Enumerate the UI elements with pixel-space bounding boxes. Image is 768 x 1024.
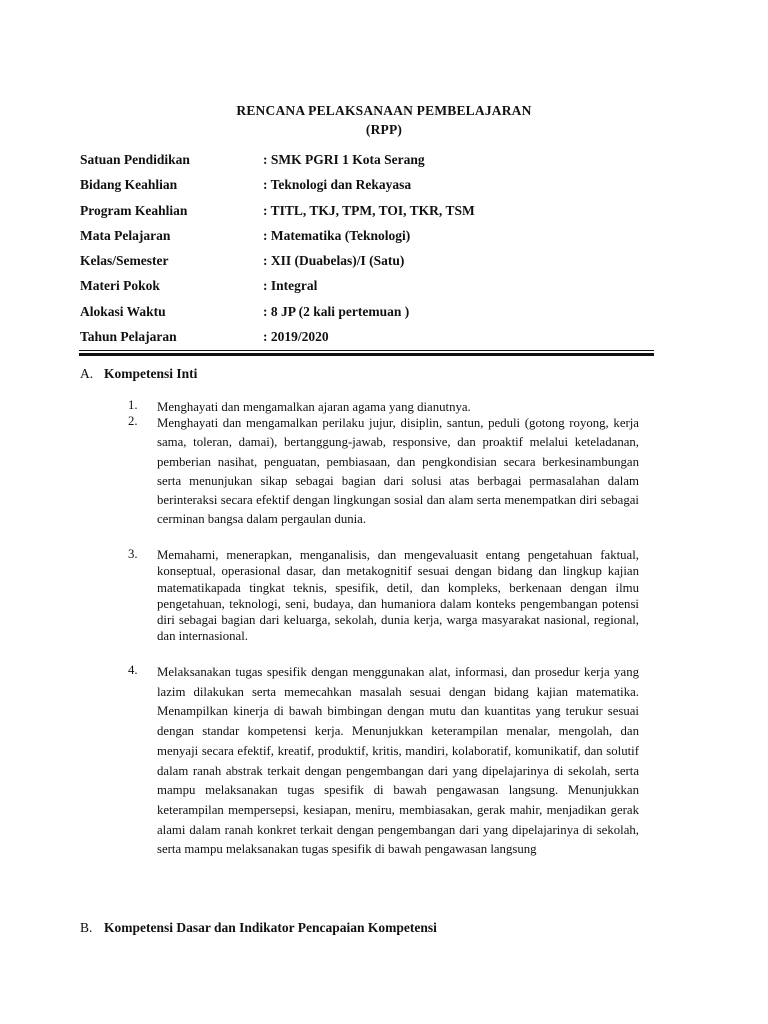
section-a-title: Kompetensi Inti	[104, 366, 198, 381]
section-a-heading	[80, 366, 197, 382]
identity-label: Mata Pelajaran	[80, 227, 171, 243]
identity-label: Materi Pokok	[80, 278, 160, 294]
identity-value: : Matematika (Teknologi)	[263, 227, 411, 243]
section-b-title: Kompetensi Dasar dan Indikator Pencapaian Kompetensi	[104, 920, 437, 935]
identity-label: Alokasi Waktu	[80, 303, 166, 319]
list-item-text: Menghayati dan mengamalkan perilaku jujur, disiplin, santun, peduli (gotong royong, kerja sama, toleran, damai), bertanggung-jawab, responsive, dan proaktif melalui keteladanan, pemberian nasihat, penguatan, pembiasaan, dan pengkondisian secara berkesinambungan serta menunjukan sikap sebagai bagian dari solusi atas berbagai permasalahan dalam berinteraksi secara efektif dengan lingkungan sosial dan alam serta menempatkan diri sebagai cerminan bangsa dalam pergaulan dunia.	[157, 416, 639, 527]
document-subtitle: (RPP)	[365, 122, 403, 137]
document-title: RENCANA PELAKSANAAN PEMBELAJARAN	[236, 103, 532, 118]
list-item-number: 1.	[128, 398, 138, 412]
section-b-marker: B.	[80, 920, 93, 935]
identity-value: : Teknologi dan Rekayasa	[263, 177, 412, 193]
divider-thin	[79, 350, 654, 351]
identity-label: Tahun Pelajaran	[80, 329, 177, 345]
list-item-text: Menghayati dan mengamalkan ajaran agama yang dianutnya.	[157, 400, 471, 414]
list-item	[128, 547, 640, 645]
list-item-text: Melaksanakan tugas spesifik dengan menggunakan alat, informasi, dan prosedur kerja yang lazim dilakukan serta memecahkan masalah sesuai dengan bidang kajian matematika. Menampilkan kinerja di bawah bimbingan dengan mutu dan kuantitas yang terukur sesuai dengan standar kompetensi kerja. Menunjukkan keterampilan menalar, mengolah, dan menyaji secara efektif, kreatif, produktif, kritis, mandiri, kolaboratif, komunikatif, dan solutif dalam ranah abstrak terkait dengan pengembangan dari yang dipelajarinya di sekolah, serta mampu melaksanakan tugas spesifik di bawah pengawasan langsung. Menunjukkan keterampilan mempersepsi, kesiapan, meniru, membiasakan, gerak mahir, menjadikan gerak alami dalam ranah konkret terkait dengan pengembangan dari yang dipelajarinya di sekolah, serta mampu melaksanakan tugas spesifik di bawah pengawasan langsung	[157, 665, 639, 857]
identity-value: : TITL, TKJ, TPM, TOI, TKR, TSM	[263, 202, 475, 218]
list-item	[128, 414, 640, 530]
identity-row	[80, 203, 660, 228]
list-item-number: 2.	[128, 414, 138, 428]
identity-value: : SMK PGRI 1 Kota Serang	[263, 152, 425, 167]
section-b-heading	[80, 920, 437, 936]
list-item-number: 3.	[128, 547, 138, 561]
identity-row	[80, 304, 660, 329]
identity-value: : XII (Duabelas)/I (Satu)	[263, 253, 405, 269]
identity-value: : 2019/2020	[263, 329, 329, 345]
identity-label: Bidang Keahlian	[80, 177, 178, 193]
identity-row	[80, 228, 660, 253]
identity-row	[80, 177, 660, 202]
identity-table	[80, 152, 660, 354]
identity-row	[80, 152, 660, 177]
section-a-marker: A.	[80, 366, 94, 381]
identity-value: : Integral	[263, 278, 318, 294]
identity-row	[80, 253, 660, 278]
identity-row	[80, 278, 660, 303]
identity-label: Program Keahlian	[80, 202, 188, 218]
list-item-number: 4.	[128, 663, 138, 677]
identity-value: : 8 JP (2 kali pertemuan )	[263, 303, 410, 319]
identity-label: Satuan Pendidikan	[80, 152, 190, 167]
list-item	[128, 663, 640, 860]
list-item-text: Memahami, menerapkan, menganalisis, dan mengevaluasit entang pengetahuan faktual, konseptual, operasional dasar, dan metakognitif sesuai dengan bidang dan lingkup kajian matematikapada tingkat teknis, spesifik, detil, dan kompleks, berkenaan dengan ilmu pengetahuan, teknologi, seni, budaya, dan humaniora dalam konteks pengembangan potensi diri sebagai bagian dari keluarga, sekolah, dunia kerja, warga masyarakat nasional, regional, dan internasional.	[157, 548, 639, 644]
identity-label: Kelas/Semester	[80, 253, 169, 269]
divider-thick	[79, 353, 654, 356]
